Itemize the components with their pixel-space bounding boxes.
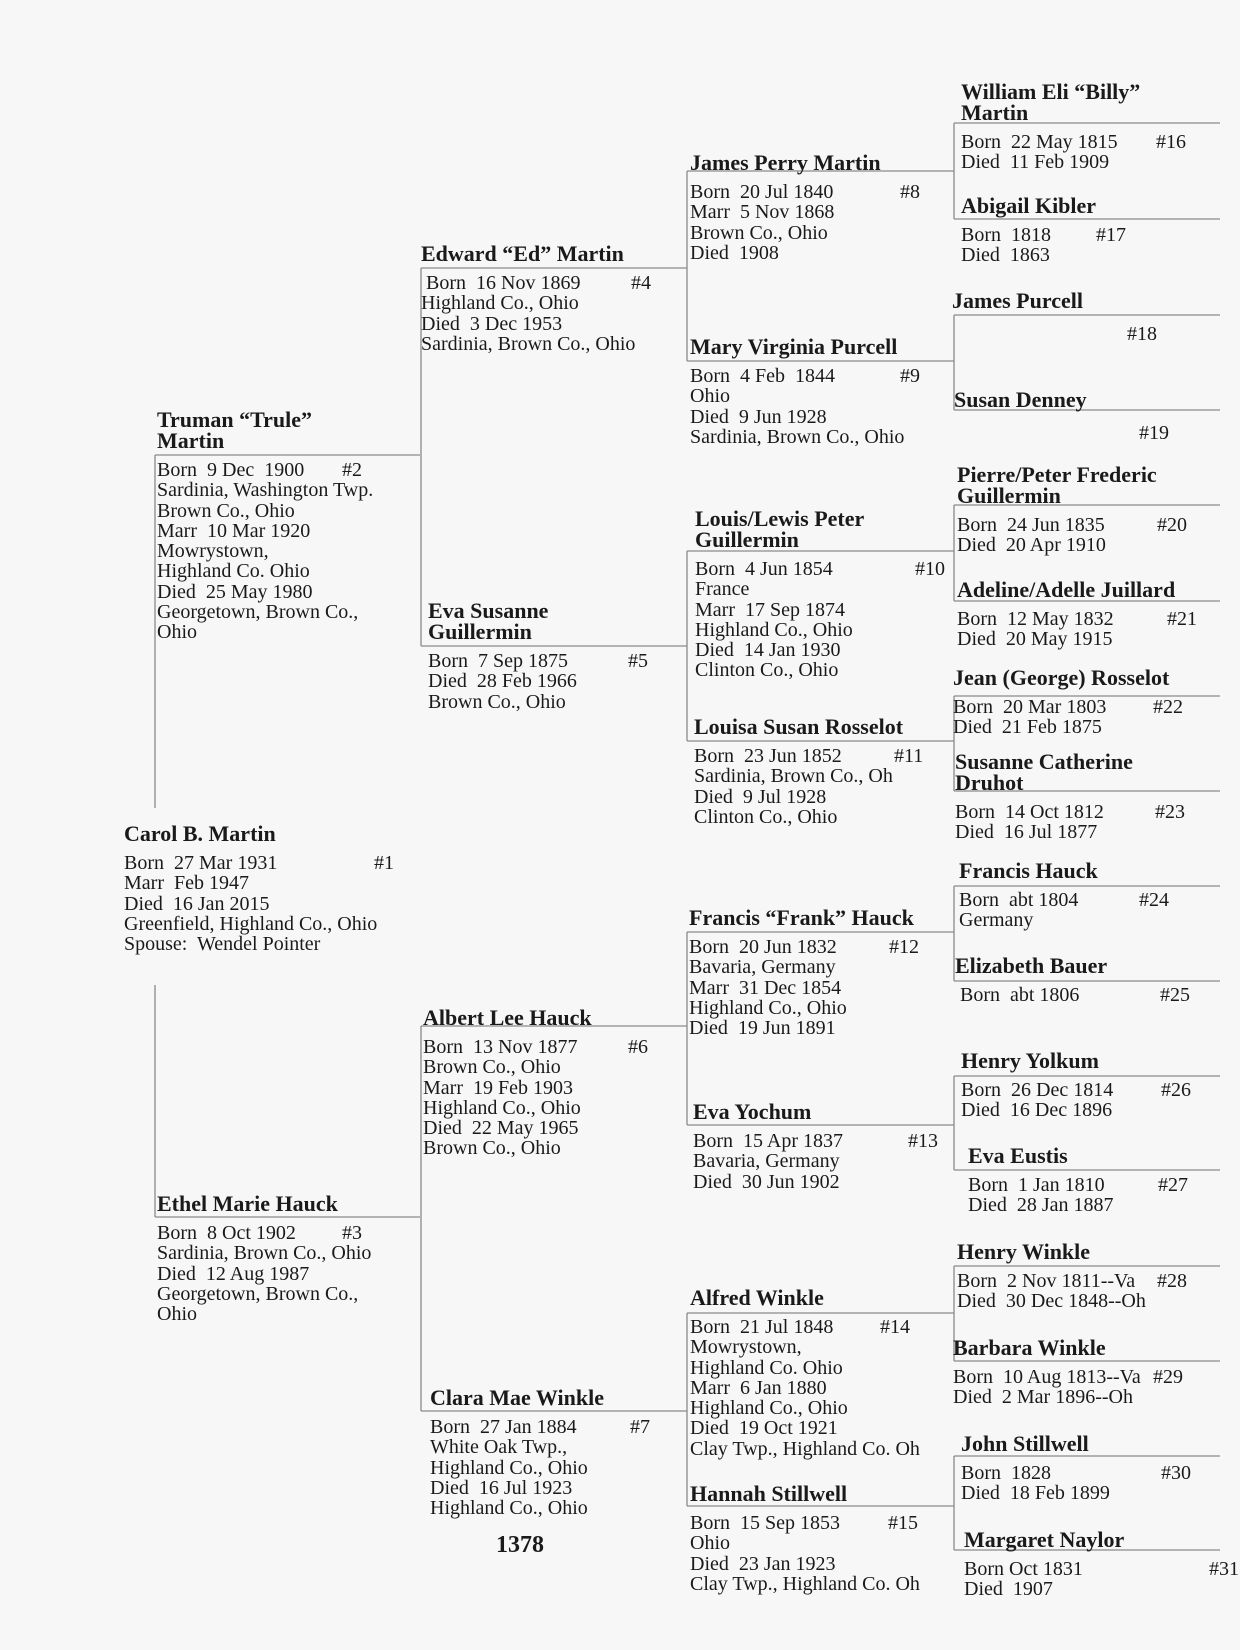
person-name: Henry Winkle — [957, 1239, 1091, 1264]
detail-line: Ohio — [157, 1303, 197, 1326]
detail-line: Died 2 Mar 1896--Oh — [953, 1386, 1133, 1409]
detail-line: Marr Feb 1947 — [124, 872, 249, 895]
detail-line: Died 16 Jul 1877 — [955, 821, 1098, 844]
person-name: Alfred Winkle — [690, 1285, 824, 1310]
detail-line: Brown Co., Ohio — [428, 690, 566, 713]
detail-line: Died 19 Jun 1891 — [689, 1017, 836, 1040]
person-name: Eva Susanne Guillermin — [428, 598, 549, 644]
detail-line: Born 13 Nov 1877 — [423, 1036, 578, 1058]
detail-line: Born abt 1806 — [955, 984, 1080, 1006]
person-name: Truman “Trule” Martin — [157, 407, 313, 453]
person-name: William Eli “Billy” Martin — [961, 79, 1141, 125]
person-james-perry-martin — [690, 152, 960, 263]
detail-line: Died 30 Dec 1848--Oh — [957, 1290, 1146, 1313]
detail-line: Died 20 Apr 1910 — [957, 534, 1106, 557]
ahnentafel-number: #31 — [1209, 1558, 1239, 1580]
detail-line: Marr 19 Feb 1903 — [423, 1076, 573, 1099]
detail-line: Born 4 Feb 1844 — [690, 365, 835, 387]
ahnentafel-number: #21 — [1167, 608, 1197, 630]
person-details — [157, 460, 427, 643]
ahnentafel-number: #23 — [1155, 801, 1185, 823]
detail-line: Sardinia, Brown Co., Ohio — [157, 1242, 372, 1265]
person-pierre-frederic-guillermin — [957, 464, 1227, 556]
detail-line: Born abt 1804 — [959, 889, 1079, 911]
detail-line: Died 28 Jan 1887 — [968, 1194, 1114, 1217]
detail-line: Born 15 Sep 1853 — [690, 1512, 840, 1534]
person-name: Pierre/Peter Frederic Guillermin — [957, 462, 1157, 508]
detail-line: Brown Co., Ohio — [157, 499, 295, 522]
ahnentafel-number: #24 — [1139, 889, 1169, 911]
person-name: Abigail Kibler — [961, 193, 1097, 218]
detail-line: Born 4 Jun 1854 — [695, 558, 833, 580]
person-name: Clara Mae Winkle — [430, 1385, 604, 1410]
detail-line: Born 15 Apr 1837 — [693, 1130, 843, 1152]
person-ethel-marie-hauck — [157, 1193, 427, 1324]
ahnentafel-number: #26 — [1161, 1079, 1191, 1101]
person-details — [964, 1559, 1234, 1600]
person-name: Louis/Lewis Peter Guillermin — [695, 506, 865, 552]
ahnentafel-number: #29 — [1153, 1366, 1183, 1388]
ahnentafel-number: #14 — [880, 1316, 910, 1338]
detail-line: Born 10 Aug 1813--Va — [953, 1366, 1141, 1388]
person-clara-mae-winkle — [430, 1387, 700, 1518]
detail-line: Died 25 May 1980 — [157, 580, 313, 603]
detail-line: Marr 6 Jan 1880 — [690, 1376, 827, 1399]
person-name: Eva Yochum — [693, 1099, 812, 1124]
person-name: Margaret Naylor — [964, 1527, 1125, 1552]
person-details — [961, 132, 1231, 173]
person-details — [690, 1317, 960, 1459]
person-details — [968, 1175, 1238, 1216]
detail-line: Georgetown, Brown Co., — [157, 601, 359, 624]
detail-line: Died 14 Jan 1930 — [695, 639, 841, 662]
person-name: Elizabeth Bauer — [955, 953, 1108, 978]
person-name: Barbara Winkle — [953, 1335, 1106, 1360]
detail-line: Highland Co., Ohio — [690, 1397, 848, 1420]
detail-line: Born 7 Sep 1875 — [428, 650, 568, 672]
detail-line: Born 20 Mar 1803 — [953, 696, 1107, 718]
person-james-purcell — [952, 290, 1222, 311]
person-alfred-winkle — [690, 1287, 960, 1459]
person-name: Susan Denney — [954, 387, 1087, 412]
person-name: John Stillwell — [961, 1431, 1089, 1456]
detail-line: Born 27 Mar 1931 — [124, 852, 278, 874]
detail-line: Died 22 May 1965 — [423, 1117, 579, 1140]
person-name: Henry Yolkum — [961, 1048, 1099, 1073]
person-name: James Purcell — [952, 288, 1083, 313]
detail-line: Born 2 Nov 1811--Va — [957, 1270, 1136, 1292]
detail-line: White Oak Twp., — [430, 1436, 568, 1459]
person-name: Hannah Stillwell — [690, 1481, 848, 1506]
ahnentafel-number: #27 — [1158, 1174, 1188, 1196]
detail-line: Died 1907 — [964, 1578, 1053, 1601]
person-eva-eustis — [968, 1145, 1238, 1216]
detail-line: Highland Co. Ohio — [157, 560, 310, 583]
person-louis-peter-guillermin — [695, 508, 965, 681]
person-name: Francis “Frank” Hauck — [689, 905, 914, 930]
detail-line: Died 20 May 1915 — [957, 628, 1113, 651]
person-details — [430, 1417, 700, 1518]
person-details — [428, 651, 698, 712]
detail-line: Brown Co., Ohio — [690, 221, 828, 244]
detail-line: Spouse: Wendel Pointer — [124, 933, 321, 956]
ahnentafel-number: #9 — [900, 365, 920, 387]
detail-line: Highland Co., Ohio — [430, 1497, 588, 1520]
detail-line: Mowrystown, — [157, 540, 269, 563]
detail-line: Clinton Co., Ohio — [695, 659, 839, 682]
detail-line: Died 28 Feb 1966 — [428, 670, 577, 693]
detail-line: Greenfield, Highland Co., Ohio — [124, 912, 378, 935]
detail-line: Ohio — [690, 385, 730, 408]
person-mary-virginia-purcell — [690, 336, 960, 447]
detail-line: Died 9 Jun 1928 — [690, 405, 827, 428]
person-details — [694, 746, 964, 827]
detail-line: Died 3 Dec 1953 — [421, 312, 563, 335]
detail-line: Born 8 Oct 1902 — [157, 1222, 296, 1244]
detail-line: Died 1863 — [961, 244, 1050, 267]
person-name: Carol B. Martin — [124, 821, 276, 846]
person-details — [959, 890, 1229, 931]
detail-line: Died 16 Jan 2015 — [124, 892, 270, 915]
detail-line: Died 19 Oct 1921 — [690, 1417, 838, 1440]
ahnentafel-number: #12 — [889, 936, 919, 958]
detail-line: Marr 31 Dec 1854 — [689, 976, 842, 999]
detail-line: Born 12 May 1832 — [957, 608, 1114, 630]
detail-line: Died 16 Jul 1923 — [430, 1476, 573, 1499]
person-louisa-susan-rosselot — [694, 716, 964, 827]
detail-line: Born 14 Oct 1812 — [955, 801, 1104, 823]
detail-line: Marr 10 Mar 1920 — [157, 519, 311, 542]
detail-line: Born 1828 — [961, 1462, 1051, 1484]
detail-line: Marr 5 Nov 1868 — [690, 201, 835, 224]
person-details — [124, 853, 394, 954]
detail-line: Died 30 Jun 1902 — [693, 1170, 840, 1193]
ahnentafel-number: #11 — [894, 745, 924, 767]
ahnentafel-number: #6 — [628, 1036, 648, 1058]
detail-line: Highland Co., Ohio — [421, 292, 579, 315]
ahnentafel-number: #18 — [1127, 323, 1157, 345]
detail-line: Died 11 Feb 1909 — [961, 151, 1110, 174]
detail-line: Died 9 Jul 1928 — [694, 785, 827, 808]
person-name: Edward “Ed” Martin — [421, 241, 624, 266]
ahnentafel-number: #5 — [628, 650, 648, 672]
detail-line: Highland Co., Ohio — [423, 1096, 581, 1119]
detail-line: Born 21 Jul 1848 — [690, 1316, 834, 1338]
detail-line: Died 1908 — [690, 241, 779, 264]
detail-line: Brown Co., Ohio — [423, 1137, 561, 1160]
detail-line: Born 23 Jun 1852 — [694, 745, 842, 767]
ahnentafel-number: #19 — [1139, 422, 1169, 444]
detail-line: Born 1818 — [961, 224, 1051, 246]
detail-line: Born 20 Jul 1840 — [690, 181, 834, 203]
detail-line: Died 16 Dec 1896 — [961, 1099, 1113, 1122]
detail-line: Highland Co., Ohio — [695, 618, 853, 641]
person-details — [157, 1223, 427, 1324]
person-eva-susanne-guillermin — [428, 600, 698, 712]
person-name: Mary Virginia Purcell — [690, 334, 898, 359]
detail-line: Brown Co., Ohio — [423, 1056, 561, 1079]
detail-line: Died 23 Jan 1923 — [690, 1552, 836, 1575]
detail-line: Bavaria, Germany — [689, 956, 836, 979]
detail-line: Sardinia, Brown Co., Oh — [694, 765, 893, 788]
detail-line: Mowrystown, — [690, 1336, 802, 1359]
ahnentafel-number: #8 — [900, 181, 920, 203]
ahnentafel-number: #30 — [1161, 1462, 1191, 1484]
ahnentafel-number: #15 — [888, 1512, 918, 1534]
detail-line: France — [695, 578, 750, 601]
ahnentafel-number: #28 — [1157, 1270, 1187, 1292]
detail-line: Born 24 Jun 1835 — [957, 514, 1105, 536]
ahnentafel-number: #4 — [631, 272, 651, 294]
person-francis-hauck — [959, 860, 1229, 931]
person-susanne-catherine-druhot — [955, 751, 1225, 843]
detail-line: Highland Co., Ohio — [430, 1456, 588, 1479]
person-name: Ethel Marie Hauck — [157, 1191, 338, 1216]
detail-line: Sardinia, Brown Co., Ohio — [421, 332, 636, 355]
person-edward-martin — [421, 243, 691, 354]
detail-line: Born 26 Dec 1814 — [961, 1079, 1114, 1101]
detail-line: Clay Twp., Highland Co. Oh — [690, 1437, 920, 1460]
ahnentafel-number: #3 — [342, 1222, 362, 1244]
ahnentafel-number: #10 — [915, 558, 945, 580]
detail-line: Highland Co. Ohio — [690, 1356, 843, 1379]
person-name: Francis Hauck — [959, 858, 1098, 883]
detail-line: Marr 17 Sep 1874 — [695, 598, 845, 621]
detail-line: Ohio — [690, 1532, 730, 1555]
person-name: Albert Lee Hauck — [423, 1005, 592, 1030]
detail-line: Highland Co., Ohio — [689, 996, 847, 1019]
person-name: Susanne Catherine Druhot — [955, 749, 1133, 795]
person-name: Adeline/Adelle Juillard — [957, 577, 1176, 602]
person-name: James Perry Martin — [690, 150, 881, 175]
detail-line: Georgetown, Brown Co., — [157, 1282, 359, 1305]
ahnentafel-number: #17 — [1096, 224, 1126, 246]
person-susan-denney — [954, 389, 1224, 410]
ahnentafel-number: #25 — [1160, 984, 1190, 1006]
ahnentafel-number: #16 — [1156, 131, 1186, 153]
detail-line: Born Oct 1831 — [964, 1558, 1083, 1580]
ahnentafel-number: #13 — [908, 1130, 938, 1152]
person-name: Eva Eustis — [968, 1143, 1068, 1168]
ahnentafel-number: #2 — [342, 459, 362, 481]
detail-line: Born 27 Jan 1884 — [430, 1416, 577, 1438]
detail-line: Born 22 May 1815 — [961, 131, 1118, 153]
person-francis-frank-hauck — [689, 907, 959, 1038]
ahnentafel-number: #20 — [1157, 514, 1187, 536]
detail-line: Germany — [959, 909, 1034, 932]
person-albert-lee-hauck — [423, 1007, 693, 1159]
person-name: Jean (George) Rosselot — [953, 665, 1170, 690]
person-truman-martin — [157, 409, 427, 643]
ahnentafel-number: #1 — [374, 852, 394, 874]
page-number: 1378 — [496, 1532, 544, 1558]
detail-line: Died 18 Feb 1899 — [961, 1482, 1110, 1505]
detail-line: Clinton Co., Ohio — [694, 805, 838, 828]
ahnentafel-number: #7 — [630, 1416, 650, 1438]
detail-line: Born 1 Jan 1810 — [968, 1174, 1105, 1196]
person-william-eli-martin — [961, 81, 1231, 173]
detail-line: Sardinia, Washington Twp. — [157, 479, 374, 502]
person-details — [423, 1037, 693, 1159]
detail-line: Died 21 Feb 1875 — [953, 716, 1102, 739]
detail-line: Born 9 Dec 1900 — [157, 459, 305, 481]
person-carol-b-martin — [124, 823, 394, 954]
person-name: Louisa Susan Rosselot — [694, 714, 904, 739]
detail-line: Bavaria, Germany — [693, 1150, 840, 1173]
detail-line: Sardinia, Brown Co., Ohio — [690, 425, 905, 448]
detail-line: Ohio — [157, 621, 197, 644]
ahnentafel-number: #22 — [1153, 696, 1183, 718]
detail-line: Died 12 Aug 1987 — [157, 1262, 310, 1285]
detail-line: Born 16 Nov 1869 — [421, 272, 581, 294]
detail-line: Clay Twp., Highland Co. Oh — [690, 1572, 920, 1595]
detail-line: Born 20 Jun 1832 — [689, 936, 837, 958]
